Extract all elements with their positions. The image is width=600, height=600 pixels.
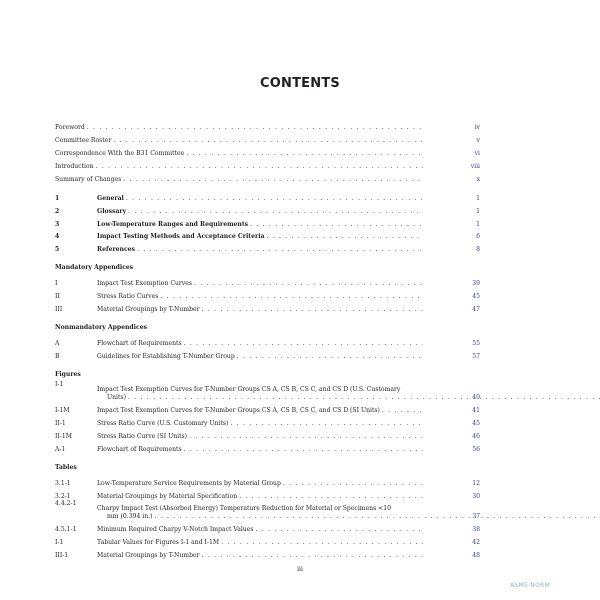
entry-title-line2 xyxy=(97,513,600,520)
entry-wrap xyxy=(97,386,600,401)
page-link[interactable]: vi xyxy=(474,149,480,157)
leader-dots xyxy=(237,353,423,360)
leader-dots xyxy=(160,293,423,300)
leader-dots xyxy=(184,446,423,453)
page-link[interactable]: 45 xyxy=(472,419,480,427)
toc-entry-appendix[interactable] xyxy=(55,300,480,314)
page-link[interactable]: x xyxy=(476,175,480,183)
page-link[interactable]: 46 xyxy=(472,432,480,440)
toc-entry-chapter[interactable] xyxy=(55,228,480,241)
entry-title: mm (0.394 in.) xyxy=(107,512,153,520)
entry-number: I xyxy=(55,280,58,288)
leader-dots xyxy=(113,137,423,144)
table-of-contents xyxy=(55,118,480,559)
toc-entry-committee-roster[interactable] xyxy=(55,131,480,144)
page-link[interactable]: 12 xyxy=(472,479,480,487)
toc-entry-introduction[interactable] xyxy=(55,157,480,170)
entry-title: Guidelines for Establishing T-Number Group xyxy=(97,353,235,361)
section-heading: Tables xyxy=(55,463,77,471)
entry-title: References xyxy=(97,246,135,254)
page-link[interactable]: 41 xyxy=(472,407,480,414)
section-heading: Nonmandatory Appendices xyxy=(55,324,148,332)
entry-title: Flowchart of Requirements xyxy=(97,340,182,348)
entry-number: 5 xyxy=(55,246,60,254)
entry-number: I-1 xyxy=(55,381,64,389)
page-link[interactable]: 42 xyxy=(472,538,480,546)
toc-entry-table[interactable] xyxy=(55,546,480,559)
entry-title: Low-Temperature Ranges and Requirements xyxy=(97,220,249,228)
leader-dots xyxy=(123,176,423,183)
entry-number: 4.4.2-1 xyxy=(55,499,77,507)
entry-title-line1: Charpy Impact Test (Absorbed Energy) Temperature Reduction for Material or Specimens <10 xyxy=(97,504,392,512)
toc-entry-figure[interactable] xyxy=(55,401,480,414)
entry-number: I-1 xyxy=(55,538,64,546)
entry-title: Committee Roster xyxy=(55,136,112,144)
page-link[interactable]: 30 xyxy=(472,492,480,500)
page-link[interactable]: 47 xyxy=(472,306,480,314)
page-link[interactable]: 45 xyxy=(472,293,480,301)
toc-entry-table[interactable] xyxy=(55,487,480,500)
entry-title: Foreword xyxy=(55,123,85,131)
page-title: CONTENTS xyxy=(260,76,340,91)
leader-dots xyxy=(87,124,423,131)
page-link[interactable]: 6 xyxy=(476,233,480,241)
entry-number: II-1 xyxy=(55,419,66,427)
toc-entry-correspondence[interactable] xyxy=(55,144,480,157)
leader-dots xyxy=(194,280,423,287)
entry-title: Material Groupings by Material Specification xyxy=(97,492,238,500)
entry-title: Flowchart of Requirements xyxy=(97,445,182,453)
page-link[interactable]: 1 xyxy=(476,194,480,202)
page-link[interactable]: 55 xyxy=(472,340,480,348)
entry-number: A xyxy=(55,340,60,348)
toc-entry-figure[interactable] xyxy=(55,381,480,402)
entry-number: I-1M xyxy=(55,407,70,414)
toc-entry-summary-of-changes[interactable] xyxy=(55,170,480,183)
page-link[interactable]: 56 xyxy=(472,445,480,453)
toc-entry-table[interactable] xyxy=(55,533,480,546)
entry-title: Tabular Values for Figures I-1 and I-1M xyxy=(97,538,220,546)
entry-number: III xyxy=(55,306,63,314)
page-link[interactable]: iv xyxy=(474,123,480,131)
leader-dots xyxy=(96,163,423,170)
entry-title: General xyxy=(97,194,124,202)
page-link[interactable]: 1 xyxy=(476,220,480,228)
leader-dots xyxy=(255,526,423,533)
page-link[interactable]: 37 xyxy=(472,512,480,520)
toc-entry-figure[interactable] xyxy=(55,427,480,440)
entry-number: 3.1-1 xyxy=(55,479,71,487)
toc-entry-chapter[interactable] xyxy=(55,215,480,228)
page-number: iii xyxy=(297,566,303,573)
entry-title: Units) xyxy=(107,394,126,402)
entry-title: Impact Test Exemption Curves xyxy=(97,280,193,288)
watermark-logo: ASME NORM xyxy=(510,582,551,589)
page-link[interactable]: v xyxy=(476,136,480,144)
entry-title-line2 xyxy=(97,394,600,401)
entry-number: 4.5.1-1 xyxy=(55,525,77,533)
entry-title: Impact Test Exemption Curves for T-Number Groups CS A, CS B, CS C, and CS D (SI Units) xyxy=(97,407,380,414)
leader-dots xyxy=(128,394,600,401)
entry-number: II-1M xyxy=(55,432,72,440)
page-link[interactable]: 48 xyxy=(472,551,480,559)
leader-dots xyxy=(239,493,423,500)
entry-number: 4 xyxy=(55,233,60,241)
entry-title: Stress Ratio Curves xyxy=(97,293,159,301)
page-link[interactable]: viii xyxy=(470,162,480,170)
toc-entry-appendix[interactable] xyxy=(55,347,480,361)
entry-title: Impact Testing Methods and Acceptance Criteria xyxy=(97,233,265,241)
page-link[interactable]: 1 xyxy=(476,207,480,215)
leader-dots xyxy=(184,340,423,347)
leader-dots xyxy=(221,539,423,546)
entry-number: B xyxy=(55,353,60,361)
entry-title: Low-Temperature Service Requirements by Material Group xyxy=(97,479,281,487)
leader-dots xyxy=(230,420,423,427)
leader-dots xyxy=(266,233,423,240)
toc-entry-appendix[interactable] xyxy=(55,274,480,288)
leader-dots xyxy=(202,552,424,559)
entry-title: Summary of Changes xyxy=(55,175,122,183)
entry-number: 1 xyxy=(55,194,60,202)
leader-dots xyxy=(189,433,423,440)
page-link[interactable]: 57 xyxy=(472,353,480,361)
entry-title: Material Groupings by T-Number xyxy=(97,551,200,559)
entry-number: A-1 xyxy=(55,445,66,453)
entry-title: Glossary xyxy=(97,207,127,215)
entry-title: Material Groupings by T-Number xyxy=(97,306,200,314)
entry-title: Introduction xyxy=(55,162,94,170)
entry-number: 3.2-1 xyxy=(55,492,71,500)
toc-entry-appendix[interactable] xyxy=(55,287,480,301)
leader-dots xyxy=(382,407,423,414)
page-link[interactable]: 40 xyxy=(472,394,480,402)
toc-entry-table[interactable] xyxy=(55,520,480,533)
section-heading: Figures xyxy=(55,371,81,379)
entry-title: Minimum Required Charpy V-Notch Impact Values xyxy=(97,525,254,533)
toc-entry-figure[interactable] xyxy=(55,414,480,427)
toc-entry-table[interactable] xyxy=(55,499,480,520)
entry-number: 3 xyxy=(55,220,60,228)
entry-title: Stress Ratio Curve (SI Units) xyxy=(97,432,188,440)
entry-number: II xyxy=(55,293,60,301)
toc-entry-appendix[interactable] xyxy=(55,334,480,348)
leader-dots xyxy=(283,480,423,487)
leader-dots xyxy=(250,221,423,228)
toc-entry-chapter[interactable] xyxy=(55,189,480,202)
leader-dots xyxy=(202,306,424,313)
toc-entry-figure[interactable] xyxy=(55,440,480,453)
leader-dots xyxy=(137,246,423,253)
entry-number: 2 xyxy=(55,207,60,215)
page-link[interactable]: 38 xyxy=(472,525,480,533)
leader-dots xyxy=(128,208,423,215)
page-link[interactable]: 8 xyxy=(476,246,480,254)
entry-title-line1: Impact Test Exemption Curves for T-Number Groups CS A, CS B, CS C, and CS D (U.S. Customary xyxy=(97,386,401,394)
leader-dots xyxy=(154,513,600,520)
entry-title: Stress Ratio Curve (U.S. Customary Units) xyxy=(97,419,229,427)
toc-entry-table[interactable] xyxy=(55,474,480,487)
toc-entry-chapter[interactable] xyxy=(55,240,480,254)
leader-dots xyxy=(126,195,423,202)
entry-number: III-1 xyxy=(55,551,69,559)
leader-dots xyxy=(186,150,423,157)
page-link[interactable]: 39 xyxy=(472,280,480,288)
section-heading: Mandatory Appendices xyxy=(55,264,134,272)
toc-entry-chapter[interactable] xyxy=(55,202,480,215)
toc-entry-foreword[interactable] xyxy=(55,118,480,131)
entry-title: Correspondence With the B31 Committee xyxy=(55,149,185,157)
entry-wrap xyxy=(97,505,600,520)
